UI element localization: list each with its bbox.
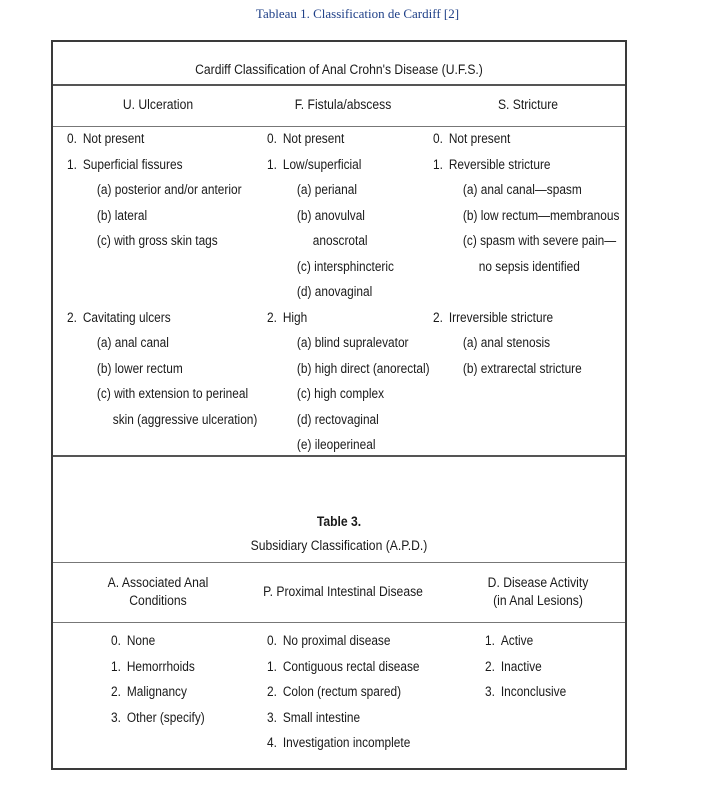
- item-text: Malignancy: [126, 684, 187, 699]
- item-text: (d) anovaginal: [296, 284, 373, 299]
- item-text: (c) with extension to perineal: [96, 386, 249, 401]
- item-number: 2.: [111, 684, 121, 699]
- item-text: skin (aggressive ulceration): [112, 411, 258, 427]
- item-number: 3.: [111, 709, 121, 725]
- item-text: None: [126, 633, 156, 648]
- divider: [53, 622, 625, 623]
- table1-title: Cardiff Classification of Anal Crohn's Disease (U.F.S.): [195, 62, 483, 77]
- header-stricture: S. Stricture: [497, 97, 559, 112]
- item-text: Superficial fissures: [82, 156, 183, 172]
- item-text: Irreversible stricture: [448, 309, 554, 325]
- item-text: (b) lateral: [96, 207, 148, 223]
- item-text: (b) extrarectal stricture: [462, 360, 582, 376]
- item-text: (c) with gross skin tags: [96, 233, 218, 248]
- divider: [53, 455, 625, 457]
- item-number: 3.: [485, 684, 495, 699]
- header-activity: D. Disease Activity (in Anal Lesions): [487, 575, 589, 608]
- item-number: 2.: [433, 309, 443, 325]
- item-text: Colon (rectum spared): [282, 684, 402, 699]
- item-text: Cavitating ulcers: [82, 309, 171, 325]
- item-number: 1.: [485, 633, 495, 648]
- item-text: (b) low rectum—membranous: [462, 207, 620, 223]
- table3-title: Subsidiary Classification (A.P.D.): [250, 538, 428, 553]
- item-number: 0.: [267, 131, 277, 146]
- item-number: 0.: [267, 633, 277, 648]
- divider: [53, 84, 625, 86]
- item-number: 2.: [267, 684, 277, 699]
- item-text: Small intestine: [282, 709, 361, 725]
- item-text: Other (specify): [126, 709, 205, 725]
- item-text: (c) spasm with severe pain—: [462, 233, 617, 248]
- item-text: High: [282, 309, 308, 325]
- item-text: Inconclusive: [500, 684, 567, 699]
- item-number: 1.: [67, 156, 77, 172]
- item-text: (d) rectovaginal: [296, 411, 379, 427]
- item-text: (a) blind supralevator: [296, 335, 409, 350]
- item-text: (c) intersphincteric: [296, 258, 394, 274]
- item-text: (a) perianal: [296, 182, 358, 197]
- header-fistula: F. Fistula/abscess: [294, 97, 392, 112]
- item-text: anoscrotal: [312, 233, 368, 248]
- item-number: 0.: [67, 131, 77, 146]
- item-number: 0.: [433, 131, 443, 146]
- item-text: (a) anal stenosis: [462, 335, 551, 350]
- item-text: no sepsis identified: [478, 258, 580, 274]
- item-text: (a) posterior and/or anterior: [96, 182, 242, 197]
- item-text: Not present: [282, 131, 345, 146]
- item-text: (e) ileoperineal: [296, 437, 376, 452]
- classification-table: [51, 40, 627, 770]
- table3-label: Table 3.: [316, 514, 362, 529]
- header-ulceration: U. Ulceration: [122, 97, 194, 112]
- item-number: 2.: [267, 309, 277, 325]
- header-proximal: P. Proximal Intestinal Disease: [263, 584, 423, 599]
- item-text: (a) anal canal—spasm: [462, 182, 582, 197]
- item-text: Inactive: [500, 658, 542, 674]
- item-text: (c) high complex: [296, 386, 385, 401]
- item-number: 1.: [267, 658, 277, 674]
- item-text: Active: [500, 633, 534, 648]
- item-text: (a) anal canal: [96, 335, 169, 350]
- divider: [53, 562, 625, 563]
- item-number: 0.: [111, 633, 121, 648]
- item-text: Not present: [448, 131, 511, 146]
- item-text: Reversible stricture: [448, 156, 551, 172]
- item-number: 1.: [433, 156, 443, 172]
- item-text: Contiguous rectal disease: [282, 658, 420, 674]
- item-number: 2.: [485, 658, 495, 674]
- item-text: Investigation incomplete: [282, 735, 411, 750]
- item-text: No proximal disease: [282, 633, 391, 648]
- item-text: Hemorrhoids: [126, 658, 195, 674]
- item-text: Not present: [82, 131, 145, 146]
- item-number: 1.: [267, 156, 277, 172]
- item-number: 3.: [267, 709, 277, 725]
- item-text: (b) high direct (anorectal): [296, 360, 430, 376]
- item-number: 2.: [67, 309, 77, 325]
- item-text: Low/superficial: [282, 156, 362, 172]
- item-text: (b) lower rectum: [96, 360, 183, 376]
- item-number: 1.: [111, 658, 121, 674]
- item-number: 4.: [267, 735, 277, 750]
- figure-caption: Tableau 1. Classification de Cardiff [2]: [255, 6, 460, 21]
- item-text: (b) anovulval: [296, 207, 365, 223]
- header-associated: A. Associated Anal Conditions: [107, 575, 209, 608]
